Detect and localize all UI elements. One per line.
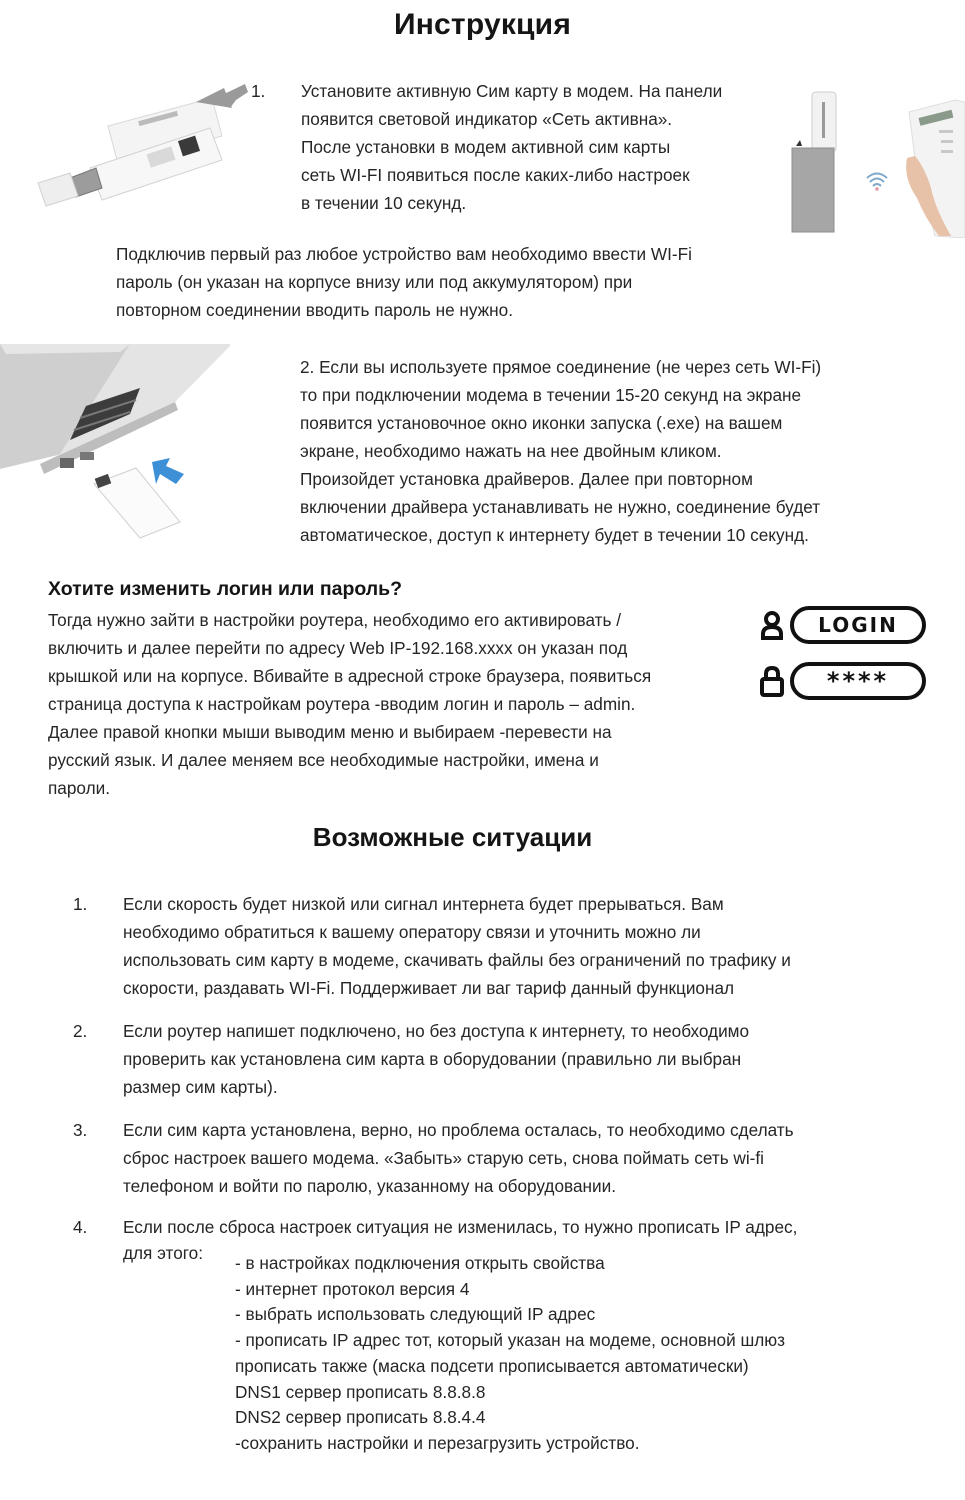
usb-modem-sim-image [30,78,250,208]
step-2-line: 2. Если вы используете прямое соединение (не через сеть WI-Fi) [300,357,822,377]
powerbank-modem-image [788,90,838,235]
situation-1-number: 1. [73,894,88,914]
step-2-line: появится установочное окно иконки запуска (.exe) на вашем [300,413,783,433]
ip-setup-step: - прописать IP адрес тот, который указан на модеме, основной шлюз [235,1330,786,1351]
step-2-line: то при подключении модема в течении 15-20 секунд на экране [300,385,802,405]
situation-line: размер сим карты). [123,1077,278,1097]
step-1-line: После установки в модем активной сим карты [301,137,671,157]
paragraph-line: повторном соединении вводить пароль не нужно. [116,300,514,320]
situation-3-text [123,1116,794,1200]
situation-1-text [123,890,791,1002]
situation-line: скорости, раздавать WI-Fi. Поддерживает ли ваг тариф данный функционал [123,978,735,998]
laptop-usb-modem-image [0,344,230,544]
step-1-text [301,77,722,217]
step-1-line: появится световой индикатор «Сеть активна». [301,109,673,129]
situation-line: Если сим карта установлена, верно, но проблема осталась, то необходимо сделать [123,1120,794,1140]
step-2-text [300,353,821,549]
paragraph-line: страница доступа к настройкам роутера -вводим логин и пароль – admin. [48,694,636,714]
paragraph-line: крышкой или на корпусе. Вбивайте в адресной строке браузера, появиться [48,666,652,686]
step-2-line: автоматическое, доступ к интернету будет в течении 10 секунд. [300,525,809,545]
situation-3-number: 3. [73,1120,88,1140]
step-1-line: в течении 10 секунд. [301,193,467,213]
page-title: Инструкция [393,8,572,41]
step-1-line: Установите активную Сим карту в модем. На панели [301,81,723,101]
ip-setup-step: прописать также (маска подсети прописывается автоматически) [235,1355,749,1376]
smartphone-in-hand-image [895,98,965,238]
step-2-line: включении драйвера устанавливать не нужно, соединение будет [300,497,821,517]
lock-icon [760,665,784,697]
login-field-illustration [760,606,926,644]
first-connect-paragraph [116,240,692,324]
situation-line: необходимо обратиться к вашему оператору связи и уточнить можно ли [123,922,701,942]
paragraph-line: пароли. [48,778,111,798]
ip-setup-step: DNS2 сервер прописать 8.8.4.4 [235,1407,486,1428]
password-pill: **** [790,662,926,700]
password-field-illustration [760,662,926,700]
step-1-number: 1. [251,81,266,101]
ip-setup-step: DNS1 сервер прописать 8.8.8.8 [235,1381,486,1402]
user-icon [760,610,784,640]
situation-line: Если после сброса настроек ситуация не изменилась, то нужно прописать IP адрес, [123,1217,798,1237]
change-login-heading: Хотите изменить логин или пароль? [48,578,403,600]
situation-4-text [123,1213,797,1241]
situations-heading: Возможные ситуации [312,822,593,852]
situation-4-steps [235,1251,785,1457]
paragraph-line: Тогда нужно зайти в настройки роутера, необходимо его активировать / [48,610,622,630]
paragraph-line: включить и далее перейти по адресу Web IP-192.168.xxxx он указан под [48,638,628,658]
situation-line: Если роутер напишет подключено, но без доступа к интернету, то необходимо [123,1021,750,1041]
situation-line: сброс настроек вашего модема. «Забыть» старую сеть, снова поймать сеть wi-fi [123,1148,764,1168]
situation-line: проверить как установлена сим карта в оборудовании (правильно ли выбран [123,1049,742,1069]
situation-line: использовать сим карту в модеме, скачивать файлы без ограничений по трафику и [123,950,791,970]
login-pill: LOGIN [790,606,926,644]
situation-2-text [123,1017,749,1101]
paragraph-line: Далее правой кнопки мыши выводим меню и выбираем -перевести на [48,722,612,742]
ip-setup-step: - выбрать использовать следующий IP адрес [235,1304,596,1325]
ip-setup-step: - интернет протокол версия 4 [235,1278,470,1299]
paragraph-line: Подключив первый раз любое устройство вам необходимо ввести WI-Fi [116,244,692,264]
ip-setup-step: - в настройках подключения открыть свойства [235,1253,605,1273]
step-2-line: экране, необходимо нажать на нее двойным кликом. [300,441,722,461]
paragraph-line: русский язык. И далее меняем все необходимые настройки, имена и [48,750,599,770]
change-login-paragraph [48,606,651,802]
wifi-icon [864,168,890,194]
situation-2-number: 2. [73,1021,88,1041]
step-1-line: сеть WI-FI появиться после каких-либо настроек [301,165,690,185]
step-2-line: Произойдет установка драйверов. Далее при повторном [300,469,753,489]
paragraph-line: пароль (он указан на корпусе внизу или под аккумулятором) при [116,272,633,292]
situation-4-number: 4. [73,1217,88,1237]
situation-line: телефоном и войти по паролю, указанному на оборудовании. [123,1176,616,1196]
situation-line: Если скорость будет низкой или сигнал интернета будет прерываться. Вам [123,894,724,914]
situation-4-lead: для этого: [123,1243,203,1263]
ip-setup-step: -сохранить настройки и перезагрузить устройство. [235,1432,640,1453]
